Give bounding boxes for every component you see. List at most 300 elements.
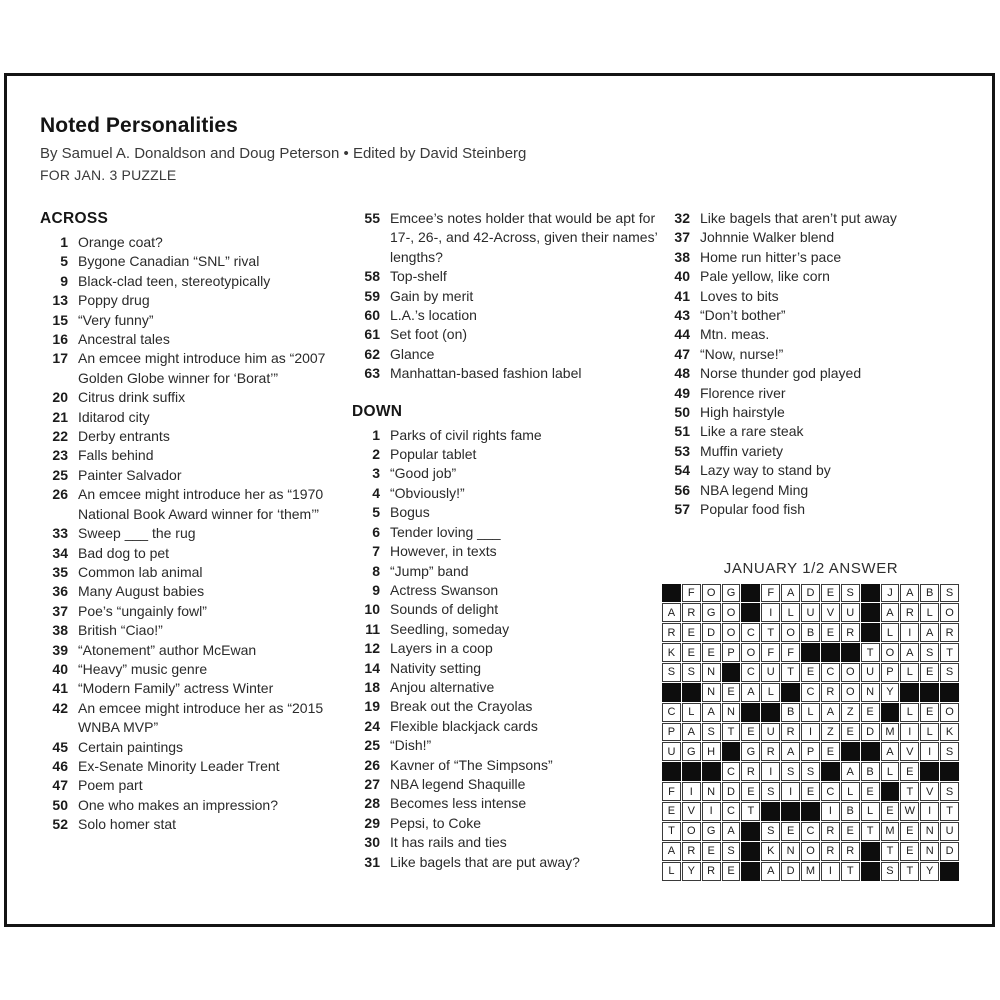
letter-square: R: [940, 623, 959, 642]
clue-number: 1: [60, 234, 68, 250]
letter-square: D: [722, 782, 741, 801]
letter-square: D: [940, 842, 959, 861]
clue-item: [40, 602, 352, 621]
clue-item: [352, 775, 662, 794]
clue-text: Glance: [390, 345, 435, 362]
letter-square: E: [741, 782, 760, 801]
clue-number: 27: [364, 775, 380, 792]
letter-square: R: [821, 822, 840, 841]
page-content: [40, 114, 960, 881]
black-square: [662, 762, 681, 781]
clue-text: Poppy drug: [78, 292, 150, 309]
letter-square: E: [741, 723, 760, 742]
letter-square: O: [741, 643, 760, 662]
clue-text: “Obviously!”: [390, 484, 465, 501]
clue-number: 38: [674, 248, 690, 265]
letter-square: R: [662, 623, 681, 642]
letter-square: S: [682, 663, 701, 682]
letter-square: L: [801, 703, 820, 722]
clue-text: Florence river: [700, 384, 786, 401]
clue-item: [352, 209, 662, 267]
clue-number: 5: [372, 504, 380, 521]
clue-item: [40, 311, 352, 330]
clue-text: Mtn. meas.: [700, 326, 770, 343]
letter-square: I: [761, 762, 780, 781]
letter-square: N: [722, 703, 741, 722]
black-square: [920, 683, 939, 702]
clue-column-2: [352, 209, 662, 872]
clue-number: 63: [364, 365, 380, 382]
letter-square: G: [702, 822, 721, 841]
clue-text: Common lab animal: [78, 563, 203, 580]
clue-item: [40, 252, 352, 271]
letter-square: S: [761, 782, 780, 801]
black-square: [741, 822, 760, 841]
letter-square: C: [741, 663, 760, 682]
black-square: [861, 603, 880, 622]
letter-square: S: [722, 842, 741, 861]
letter-square: E: [900, 842, 919, 861]
letter-square: S: [940, 584, 959, 603]
clue-text: Break out the Crayolas: [390, 698, 533, 715]
letter-square: R: [841, 842, 860, 861]
letter-square: N: [781, 842, 800, 861]
letter-square: V: [821, 603, 840, 622]
clue-number: 41: [52, 680, 68, 697]
clue-item: [40, 699, 352, 738]
letter-square: L: [881, 623, 900, 642]
clue-item: [352, 542, 662, 561]
letter-square: A: [682, 723, 701, 742]
clue-text: Bad dog to pet: [78, 544, 170, 561]
letter-square: I: [702, 802, 721, 821]
letter-square: C: [801, 683, 820, 702]
clue-number: 45: [52, 738, 68, 755]
black-square: [741, 584, 760, 603]
letter-square: L: [841, 782, 860, 801]
black-square: [741, 842, 760, 861]
letter-square: C: [741, 623, 760, 642]
clue-number: 1: [372, 426, 380, 443]
black-square: [741, 862, 760, 881]
clue-number: 31: [364, 853, 380, 870]
clue-number: 58: [364, 268, 380, 285]
letter-square: A: [841, 762, 860, 781]
clue-item: [352, 814, 662, 833]
clue-number: 32: [674, 210, 690, 226]
clue-text: An emcee might introduce her as “2015 WNBA MVP”: [78, 699, 324, 736]
clue-number: 55: [364, 210, 380, 226]
letter-square: A: [741, 683, 760, 702]
clue-text: An emcee might introduce her as “1970 National Book Award winner for ‘them’”: [78, 486, 324, 522]
letter-square: A: [900, 643, 919, 662]
black-square: [682, 683, 701, 702]
letter-square: B: [920, 584, 939, 603]
black-square: [940, 683, 959, 702]
clue-number: 51: [674, 423, 690, 440]
clue-item: [662, 481, 960, 500]
black-square: [741, 603, 760, 622]
clue-item: [662, 422, 960, 441]
clue-item: [352, 697, 662, 716]
letter-square: P: [662, 723, 681, 742]
letter-square: S: [940, 663, 959, 682]
clue-item: [352, 345, 662, 364]
clue-item: [352, 678, 662, 697]
letter-square: E: [781, 822, 800, 841]
letter-square: P: [801, 742, 820, 761]
letter-square: T: [741, 802, 760, 821]
letter-square: R: [702, 862, 721, 881]
clue-text: Orange coat?: [78, 234, 163, 250]
clue-number: 37: [674, 229, 690, 246]
clue-text: “Now, nurse!”: [700, 345, 784, 362]
clue-item: [352, 853, 662, 872]
letter-square: I: [900, 623, 919, 642]
letter-square: S: [940, 782, 959, 801]
clue-number: 61: [364, 326, 380, 343]
clue-item: [352, 325, 662, 344]
letter-square: C: [821, 663, 840, 682]
letter-square: F: [662, 782, 681, 801]
letter-square: K: [662, 643, 681, 662]
letter-square: I: [920, 802, 939, 821]
letter-square: T: [940, 643, 959, 662]
clue-number: 25: [364, 737, 380, 754]
clue-number: 56: [674, 481, 690, 498]
letter-square: A: [761, 862, 780, 881]
clue-item: [352, 426, 662, 445]
clue-text: Nativity setting: [390, 659, 482, 676]
across-clues-part2: [352, 209, 662, 384]
letter-square: S: [662, 663, 681, 682]
clue-item: [352, 659, 662, 678]
clue-item: [352, 562, 662, 581]
black-square: [821, 762, 840, 781]
letter-square: O: [881, 643, 900, 662]
clue-text: An emcee might introduce him as “2007 Golden Globe winner for ‘Borat’”: [78, 350, 326, 386]
clue-text: Top-shelf: [390, 268, 447, 285]
clue-number: 7: [372, 543, 380, 560]
letter-square: T: [861, 822, 880, 841]
clue-text: Certain paintings: [78, 738, 184, 755]
letter-square: E: [841, 822, 860, 841]
letter-square: O: [682, 822, 701, 841]
letter-square: R: [682, 842, 701, 861]
letter-square: O: [722, 603, 741, 622]
letter-square: A: [781, 742, 800, 761]
across-heading: ACROSS: [40, 210, 109, 227]
letter-square: O: [781, 623, 800, 642]
clue-text: Johnnie Walker blend: [700, 229, 835, 246]
letter-square: O: [841, 683, 860, 702]
clue-text: “Atonement” author McEwan: [78, 641, 257, 658]
clue-item: [662, 267, 960, 286]
clue-text: Manhattan-based fashion label: [390, 365, 582, 382]
clue-item: [352, 600, 662, 619]
letter-square: L: [900, 663, 919, 682]
clue-text: Poe’s “ungainly fowl”: [78, 602, 207, 619]
clue-item: [352, 503, 662, 522]
clue-number: 50: [52, 796, 68, 813]
letter-square: F: [761, 584, 780, 603]
letter-square: V: [682, 802, 701, 821]
clue-number: 43: [674, 307, 690, 324]
black-square: [861, 623, 880, 642]
clue-text: Tender loving ___: [390, 523, 501, 540]
letter-square: F: [781, 643, 800, 662]
clue-number: 5: [60, 253, 68, 270]
letter-square: U: [841, 603, 860, 622]
letter-square: S: [761, 822, 780, 841]
clue-text: Like a rare steak: [700, 423, 804, 440]
clue-text: Popular tablet: [390, 446, 477, 463]
clue-number: 42: [52, 699, 68, 716]
clue-number: 40: [52, 660, 68, 677]
letter-square: L: [761, 683, 780, 702]
clue-item: [662, 500, 960, 519]
clue-number: 35: [52, 563, 68, 580]
letter-square: C: [722, 762, 741, 781]
clue-number: 8: [372, 562, 380, 579]
clue-item: [40, 446, 352, 465]
clue-item: [40, 330, 352, 349]
answer-block: [662, 560, 960, 881]
clue-text: Citrus drink suffix: [78, 389, 186, 406]
clue-text: Becomes less intense: [390, 795, 527, 812]
letter-square: P: [722, 643, 741, 662]
letter-square: E: [702, 842, 721, 861]
clue-number: 46: [52, 757, 68, 774]
letter-square: C: [821, 782, 840, 801]
black-square: [900, 683, 919, 702]
letter-square: S: [841, 584, 860, 603]
clue-item: [40, 641, 352, 660]
clue-text: Derby entrants: [78, 428, 170, 445]
black-square: [702, 762, 721, 781]
clue-number: 3: [372, 465, 380, 482]
letter-square: I: [821, 802, 840, 821]
letter-square: A: [722, 822, 741, 841]
clue-number: 18: [364, 678, 380, 695]
letter-square: E: [821, 742, 840, 761]
letter-square: L: [861, 802, 880, 821]
letter-square: H: [702, 742, 721, 761]
clue-item: [662, 345, 960, 364]
clue-text: Gain by merit: [390, 287, 474, 304]
clue-text: NBA legend Ming: [700, 481, 809, 498]
puzzle-date-note: FOR JAN. 3 PUZZLE: [40, 167, 177, 183]
clue-text: “Jump” band: [390, 562, 469, 579]
letter-square: E: [920, 663, 939, 682]
letter-square: A: [920, 623, 939, 642]
letter-square: E: [682, 643, 701, 662]
letter-square: L: [662, 862, 681, 881]
down-heading: DOWN: [352, 402, 403, 420]
letter-square: R: [682, 603, 701, 622]
page-title: Noted Personalities: [40, 114, 238, 137]
clue-number: 25: [52, 466, 68, 483]
clue-number: 57: [674, 501, 690, 518]
letter-square: E: [900, 762, 919, 781]
letter-square: N: [861, 683, 880, 702]
letter-square: B: [861, 762, 880, 781]
clue-text: Home run hitter’s pace: [700, 248, 842, 265]
clue-item: [352, 794, 662, 813]
letter-square: Y: [920, 862, 939, 881]
clue-item: [662, 403, 960, 422]
letter-square: B: [801, 623, 820, 642]
clue-text: Iditarod city: [78, 408, 150, 425]
letter-square: O: [801, 842, 820, 861]
letter-square: U: [761, 663, 780, 682]
answer-grid: [662, 584, 959, 881]
clue-item: [662, 461, 960, 480]
clue-item: [40, 563, 352, 582]
black-square: [881, 782, 900, 801]
clue-number: 33: [52, 525, 68, 542]
clue-number: 62: [364, 345, 380, 362]
clue-number: 39: [52, 641, 68, 658]
letter-square: D: [801, 584, 820, 603]
clue-number: 47: [674, 345, 690, 362]
clue-item: [40, 621, 352, 640]
black-square: [761, 802, 780, 821]
letter-square: T: [881, 842, 900, 861]
clue-item: [40, 388, 352, 407]
letter-square: S: [801, 762, 820, 781]
clue-number: 13: [52, 292, 68, 309]
black-square: [841, 742, 860, 761]
letter-square: W: [900, 802, 919, 821]
clue-text: “Don’t bother”: [700, 307, 786, 324]
clue-text: Falls behind: [78, 447, 154, 464]
letter-square: L: [920, 603, 939, 622]
clue-number: 52: [52, 816, 68, 833]
letter-square: C: [722, 802, 741, 821]
letter-square: D: [781, 862, 800, 881]
letter-square: L: [881, 762, 900, 781]
letter-square: E: [702, 643, 721, 662]
letter-square: I: [781, 782, 800, 801]
letter-square: T: [841, 862, 860, 881]
letter-square: L: [920, 723, 939, 742]
black-square: [801, 643, 820, 662]
clue-text: Pepsi, to Coke: [390, 814, 482, 831]
page-border-frame: [4, 73, 995, 927]
clue-number: 26: [52, 486, 68, 503]
clue-item: [662, 384, 960, 403]
answer-grid-title: JANUARY 1/2 ANSWER: [723, 559, 899, 577]
clue-text: Anjou alternative: [390, 678, 495, 695]
letter-square: N: [920, 822, 939, 841]
letter-square: L: [682, 703, 701, 722]
black-square: [841, 643, 860, 662]
clue-column-3: [662, 209, 960, 881]
letter-square: F: [761, 643, 780, 662]
letter-square: O: [702, 584, 721, 603]
clue-item: [662, 228, 960, 247]
clue-number: 29: [364, 814, 380, 831]
clue-item: [40, 272, 352, 291]
letter-square: E: [662, 802, 681, 821]
letter-square: A: [662, 842, 681, 861]
letter-square: A: [881, 603, 900, 622]
clue-number: 11: [365, 620, 380, 637]
letter-square: U: [662, 742, 681, 761]
clue-item: [662, 442, 960, 461]
letter-square: E: [722, 862, 741, 881]
letter-square: E: [861, 703, 880, 722]
letter-square: T: [900, 782, 919, 801]
clue-text: “Modern Family” actress Winter: [78, 680, 274, 697]
letter-square: E: [682, 623, 701, 642]
clue-number: 59: [364, 287, 380, 304]
letter-square: G: [682, 742, 701, 761]
clue-text: British “Ciao!”: [78, 622, 163, 639]
letter-square: M: [881, 723, 900, 742]
clue-item: [352, 287, 662, 306]
letter-square: M: [801, 862, 820, 881]
clue-text: Loves to bits: [700, 287, 779, 304]
clue-text: Layers in a coop: [390, 640, 493, 657]
letter-square: M: [881, 822, 900, 841]
clue-text: Seedling, someday: [390, 620, 510, 637]
clue-item: [662, 306, 960, 325]
letter-square: O: [841, 663, 860, 682]
clue-item: [352, 833, 662, 852]
letter-square: N: [920, 842, 939, 861]
clue-text: NBA legend Shaquille: [390, 775, 526, 792]
letter-square: I: [801, 723, 820, 742]
letter-square: E: [861, 782, 880, 801]
clue-item: [40, 738, 352, 757]
clue-item: [352, 756, 662, 775]
letter-square: G: [741, 742, 760, 761]
clue-text: Painter Salvador: [78, 466, 182, 483]
clue-item: [40, 660, 352, 679]
clue-text: L.A.’s location: [390, 307, 477, 324]
clue-item: [352, 445, 662, 464]
clue-item: [352, 717, 662, 736]
letter-square: L: [781, 603, 800, 622]
letter-square: I: [920, 742, 939, 761]
black-square: [662, 584, 681, 603]
clue-item: [662, 209, 960, 228]
letter-square: T: [722, 723, 741, 742]
clue-text: Ex-Senate Minority Leader Trent: [78, 757, 280, 774]
clue-item: [40, 776, 352, 795]
letter-square: A: [662, 603, 681, 622]
clue-number: 12: [364, 640, 380, 657]
clue-item: [662, 325, 960, 344]
letter-square: R: [761, 742, 780, 761]
clue-text: “Very funny”: [78, 311, 154, 328]
black-square: [861, 842, 880, 861]
letter-square: E: [801, 663, 820, 682]
clue-text: Solo homer stat: [78, 816, 177, 833]
clue-text: Bygone Canadian “SNL” rival: [78, 253, 260, 270]
clue-item: [40, 408, 352, 427]
clue-number: 53: [674, 442, 690, 459]
clue-number: 60: [364, 307, 380, 324]
clue-number: 54: [674, 462, 690, 479]
clue-item: [662, 287, 960, 306]
letter-square: F: [682, 584, 701, 603]
clue-text: It has rails and ties: [390, 834, 507, 851]
across-clues-part1: [40, 233, 352, 835]
clue-number: 9: [372, 581, 380, 598]
